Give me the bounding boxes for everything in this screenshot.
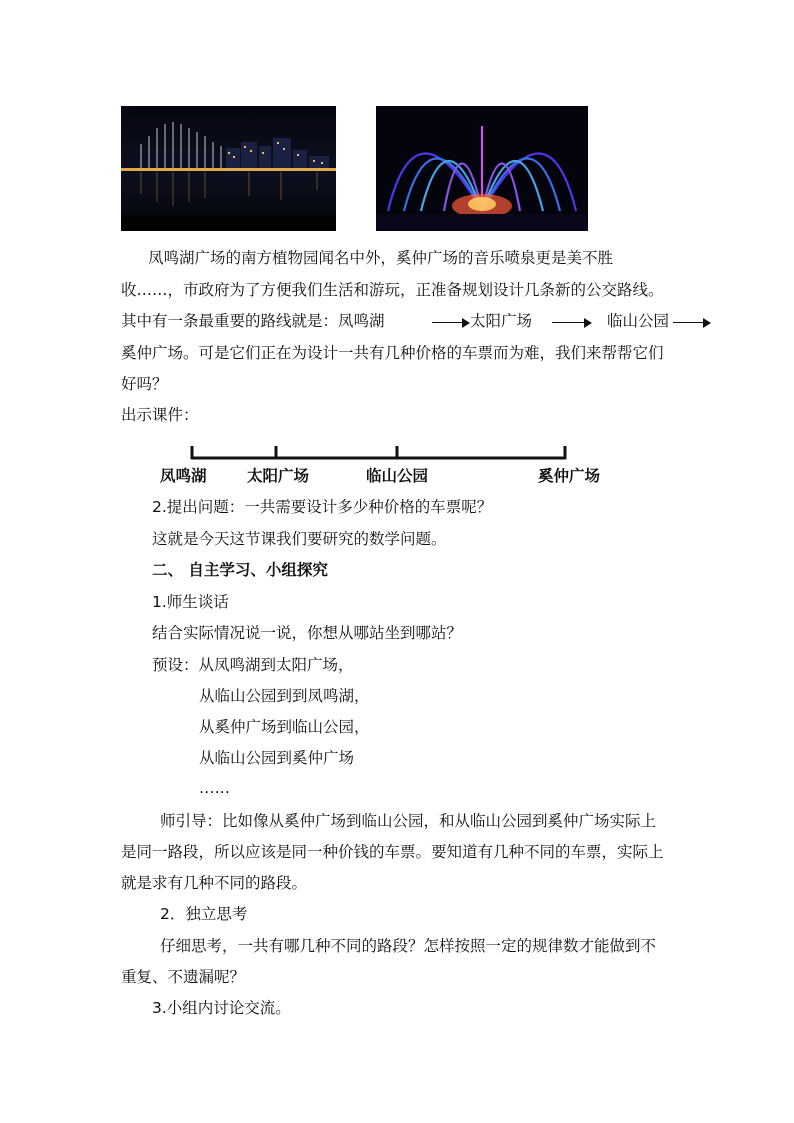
intro-stop-sun-square: 太阳广场	[470, 312, 533, 330]
stop-label-sun-square: 太阳广场	[247, 467, 310, 485]
teacher-guide-line-1: 师引导：比如像从奚仲广场到临山公园，和从临山公园到奚仲广场实际上	[160, 812, 657, 830]
night-skyline-photo	[121, 106, 336, 231]
preset-3: 从奚仲广场到临山公园，	[199, 718, 370, 736]
route-arrow-2	[552, 318, 592, 328]
preset-4: 从临山公园到奚仲广场	[199, 749, 355, 767]
route-arrow-3	[673, 318, 711, 328]
dialogue-prompt: 结合实际情况说一说，你想从哪站坐到哪站？	[152, 624, 463, 642]
preset-2: 从临山公园到到凤鸣湖，	[199, 687, 370, 705]
teacher-guide-line-3: 就是求有几种不同的路段。	[121, 874, 308, 892]
item-2-independent-thinking: 2．独立思考	[160, 905, 248, 923]
stop-label-linshan-park: 临山公园	[366, 467, 429, 485]
intro-line-5: 好吗？	[121, 375, 168, 393]
thinking-line-1: 仔细思考，一共有哪几种不同的路段？怎样按照一定的规律数才能做到不	[160, 937, 657, 955]
intro-line-3-prefix: 其中有一条最重要的路线就是：凤鸣湖	[121, 312, 385, 330]
preset-1: 预设：从凤鸣湖到太阳广场，	[152, 656, 354, 674]
intro-line-1: 凤鸣湖广场的南方植物园闻名中外，奚仲广场的音乐喷泉更是美不胜	[148, 249, 614, 267]
route-arrow-1	[432, 318, 470, 328]
preset-ellipsis: ……	[199, 779, 230, 797]
intro-stop-linshan-park: 临山公园	[607, 312, 670, 330]
stop-label-fengminghu: 凤鸣湖	[160, 467, 207, 485]
teacher-guide-line-2: 是同一路段，所以应该是同一种价钱的车票。要知道有几种不同的车票，实际上	[121, 843, 664, 861]
section-2-heading: 二、 自主学习、小组探究	[152, 561, 328, 579]
route-diagram	[150, 440, 620, 490]
thinking-line-2: 重复、不遗漏呢？	[121, 968, 246, 986]
intro-line-4: 奚仲广场。可是它们正在为设计一共有几种价格的车票而为难，我们来帮帮它们	[121, 344, 664, 362]
item-1-dialogue: 1.师生谈话	[152, 593, 229, 611]
route-line	[150, 440, 620, 462]
question-2: 2.提出问题：一共需要设计多少种价格的车票呢？	[152, 498, 493, 516]
item-3-group-discussion: 3.小组内讨论交流。	[152, 999, 291, 1017]
lesson-topic: 这就是今天这节课我们要研究的数学问题。	[152, 530, 447, 548]
show-courseware: 出示课件：	[121, 406, 199, 424]
intro-line-2: 收……，市政府为了方便我们生活和游玩，正准备规划设计几条新的公交路线。	[121, 281, 664, 299]
music-fountain-photo	[376, 106, 588, 231]
stop-label-xizhong-square: 奚仲广场	[538, 467, 601, 485]
